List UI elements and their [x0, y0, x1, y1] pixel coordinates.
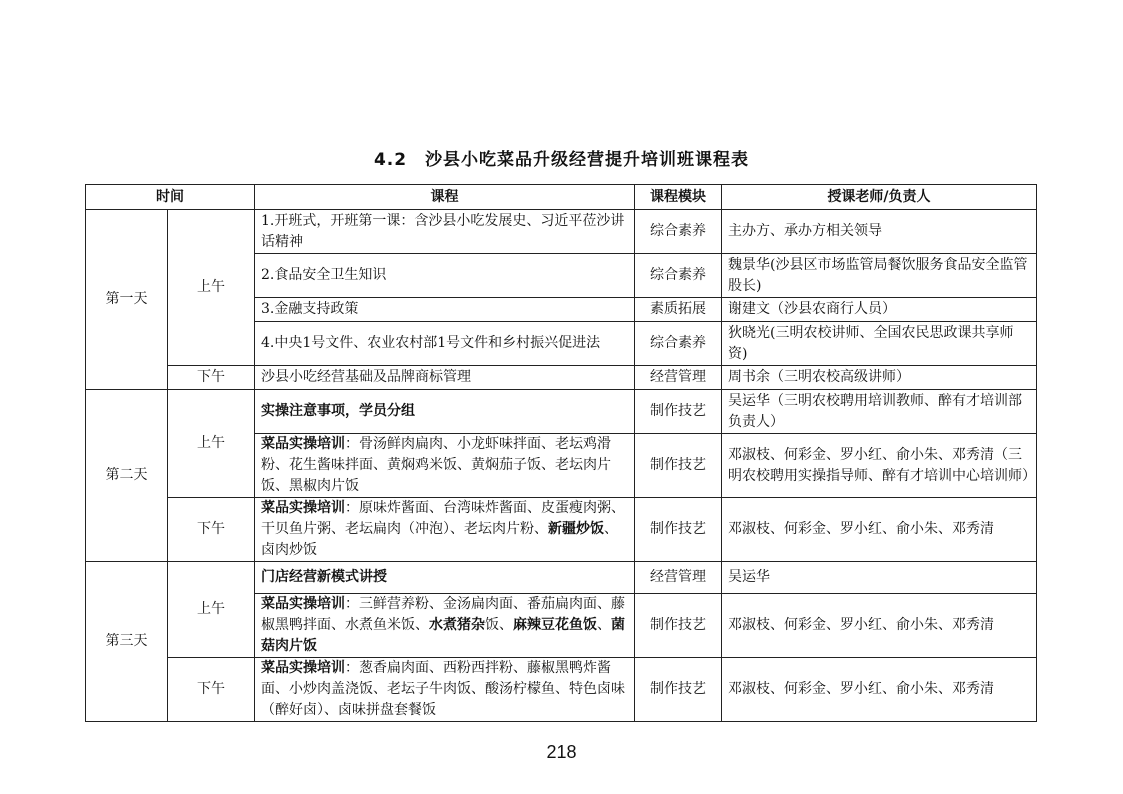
teacher-cell: 吴运华（三明农校聘用培训教师、醉有才培训部负责人） [722, 390, 1037, 434]
module-cell: 制作技艺 [635, 390, 722, 434]
teacher-cell: 周书余（三明农校高级讲师） [722, 366, 1037, 390]
header-course: 课程 [255, 185, 635, 210]
module-cell: 素质拓展 [635, 298, 722, 322]
header-module: 课程模块 [635, 185, 722, 210]
session-label: 上午 [168, 390, 255, 498]
session-label: 下午 [168, 366, 255, 390]
course-bold-text: 门店经营新模式讲授 [261, 569, 387, 585]
course-cell [255, 562, 635, 594]
course-bold-text: 水煮猪杂 [429, 617, 485, 633]
table-row [86, 390, 1037, 434]
teacher-cell: 谢建文（沙县农商行人员） [722, 298, 1037, 322]
course-cell [255, 434, 635, 498]
table-row [86, 210, 1037, 254]
course-text: ：骨汤鲜肉扁肉、小龙虾味拌面、老坛鸡滑粉、花生酱味拌面、黄焖鸡米饭、黄焖茄子饭、老坛肉片饭、黑椒肉片饭 [261, 436, 611, 494]
table-row [86, 562, 1037, 594]
teacher-cell: 魏景华(沙县区市场监管局餐饮服务食品安全监管股长) [722, 254, 1037, 298]
module-cell: 经营管理 [635, 562, 722, 594]
course-cell: 沙县小吃经营基础及品牌商标管理 [255, 366, 635, 390]
teacher-cell: 狄晓光(三明农校讲师、全国农民思政课共享师资) [722, 322, 1037, 366]
session-label: 下午 [168, 658, 255, 722]
module-cell: 综合素养 [635, 322, 722, 366]
course-cell: 1.开班式，开班第一课：含沙县小吃发展史、习近平莅沙讲话精神 [255, 210, 635, 254]
course-bold-text: 麻辣豆花鱼饭 [513, 617, 597, 633]
course-bold-text: 实操注意事项，学员分组 [261, 403, 415, 419]
title-text: 沙县小吃菜品升级经营提升培训班课程表 [425, 150, 750, 170]
header-teacher: 授课老师/负责人 [722, 185, 1037, 210]
day-label: 第二天 [86, 390, 168, 562]
day-label: 第一天 [86, 210, 168, 390]
teacher-cell: 主办方、承办方相关领导 [722, 210, 1037, 254]
day-label: 第三天 [86, 562, 168, 722]
course-bold-text: 菜品实操培训 [261, 596, 345, 612]
course-schedule-table [85, 184, 1037, 722]
table-row [86, 366, 1037, 390]
course-cell [255, 390, 635, 434]
table-row [86, 658, 1037, 722]
course-bold-text: 新疆炒饭 [548, 521, 604, 537]
course-cell [255, 594, 635, 658]
module-cell: 综合素养 [635, 210, 722, 254]
course-bold-text: 菜品实操培训 [261, 500, 345, 516]
header-row [86, 185, 1037, 210]
module-cell: 制作技艺 [635, 594, 722, 658]
course-bold-text: 菜品实操培训 [261, 660, 345, 676]
course-cell [255, 498, 635, 562]
session-label: 上午 [168, 210, 255, 366]
module-cell: 经营管理 [635, 366, 722, 390]
document-title [0, 145, 1123, 170]
session-label: 下午 [168, 498, 255, 562]
page-number: 218 [546, 742, 577, 762]
course-bold-text: 菌菇肉片饭 [261, 617, 625, 654]
module-cell: 综合素养 [635, 254, 722, 298]
course-text: ：原味炸酱面、台湾味炸酱面、皮蛋瘦肉粥、干贝鱼片粥、老坛扁肉（冲泡）、老坛肉片粉、 [261, 500, 625, 537]
course-text: ：三鲜营养粉、金汤扁肉面、番茄扁肉面、藤椒黑鸭拌面、水煮鱼米饭、 [261, 596, 625, 633]
course-cell: 2.食品安全卫生知识 [255, 254, 635, 298]
header-time: 时间 [86, 185, 255, 210]
course-text: ：葱香扁肉面、西粉西拌粉、藤椒黑鸭炸酱面、小炒肉盖浇饭、老坛子牛肉饭、酸汤柠檬鱼、特色卤味（醉好卤）、卤味拼盘套餐饭 [261, 660, 625, 718]
table-row [86, 498, 1037, 562]
teacher-cell: 邓淑枝、何彩金、罗小红、俞小朱、邓秀清（三明农校聘用实操指导师、醉有才培训中心培训师） [722, 434, 1037, 498]
module-cell: 制作技艺 [635, 434, 722, 498]
teacher-cell: 邓淑枝、何彩金、罗小红、俞小朱、邓秀清 [722, 498, 1037, 562]
course-text: 、 [597, 617, 611, 633]
section-number: 4.2 [373, 150, 408, 170]
course-cell: 3.金融支持政策 [255, 298, 635, 322]
teacher-cell: 邓淑枝、何彩金、罗小红、俞小朱、邓秀清 [722, 594, 1037, 658]
teacher-cell: 邓淑枝、何彩金、罗小红、俞小朱、邓秀清 [722, 658, 1037, 722]
course-text: 饭、 [485, 617, 513, 633]
course-text: 、卤肉炒饭 [261, 521, 618, 558]
module-cell: 制作技艺 [635, 498, 722, 562]
module-cell: 制作技艺 [635, 658, 722, 722]
course-cell: 4.中央1号文件、农业农村部1号文件和乡村振兴促进法 [255, 322, 635, 366]
course-bold-text: 菜品实操培训 [261, 436, 345, 452]
teacher-cell: 吴运华 [722, 562, 1037, 594]
session-label: 上午 [168, 562, 255, 658]
course-cell [255, 658, 635, 722]
